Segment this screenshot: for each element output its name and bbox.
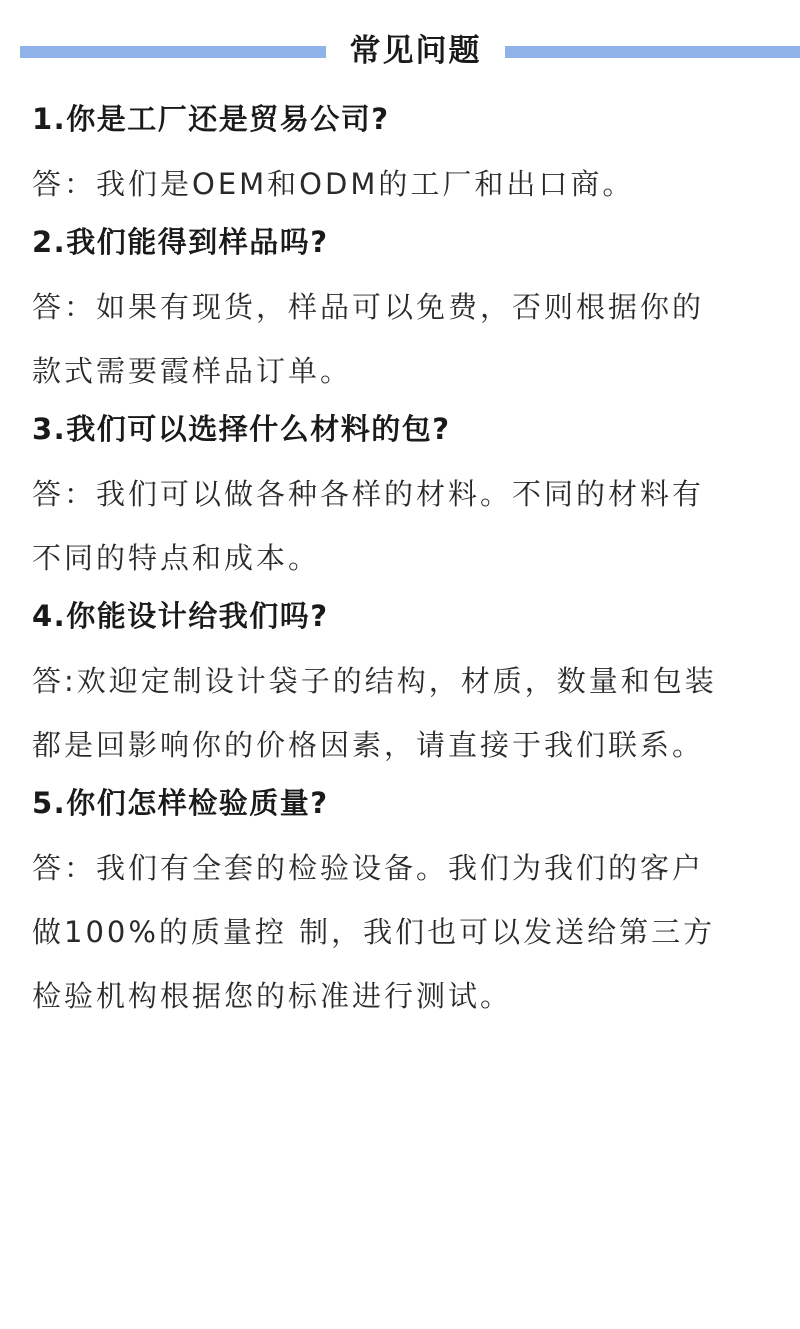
- faq-item: [32, 590, 782, 777]
- faq-item: [32, 403, 782, 590]
- header-bar-left: [20, 46, 326, 58]
- faq-item: [32, 93, 782, 216]
- faq-question: 2.我们能得到样品吗?: [32, 225, 329, 259]
- faq-answer-line: 都是回影响你的价格因素，请直接于我们联系。: [32, 728, 705, 762]
- faq-answer-line: 答：如果有现货，样品可以免费，否则根据你的: [32, 290, 705, 324]
- faq-answer-line: 不同的特点和成本。: [32, 541, 321, 575]
- faq-answer-line: 答:欢迎定制设计袋子的结构，材质，数量和包装: [32, 664, 717, 698]
- faq-question: 5.你们怎样检验质量?: [32, 786, 329, 820]
- faq-answer: [32, 836, 782, 1028]
- section-header: [0, 25, 800, 77]
- faq-answer-line: 检验机构根据您的标准进行测试。: [32, 979, 513, 1013]
- page-title: 常见问题: [349, 33, 482, 69]
- faq-answer-line: 做100%的质量控 制，我们也可以发送给第三方: [32, 915, 716, 949]
- faq-item: [32, 777, 782, 1028]
- faq-question: 4.你能设计给我们吗?: [32, 599, 329, 633]
- faq-answer: [32, 649, 782, 777]
- faq-question: 1.你是工厂还是贸易公司?: [32, 102, 390, 136]
- faq-answer-line: 答：我们是OEM和ODM的工厂和出口商。: [32, 167, 635, 201]
- faq-answer: [32, 275, 782, 403]
- faq-answer-line: 答：我们可以做各种各样的材料。不同的材料有: [32, 477, 705, 511]
- faq-answer-line: 款式需要霞样品订单。: [32, 354, 353, 388]
- header-bar-right: [505, 46, 800, 58]
- faq-question: 3.我们可以选择什么材料的包?: [32, 412, 451, 446]
- faq-list: [32, 93, 782, 1028]
- faq-answer-line: 答：我们有全套的检验设备。我们为我们的客户: [32, 851, 705, 885]
- faq-item: [32, 216, 782, 403]
- faq-answer: [32, 152, 782, 216]
- faq-answer: [32, 462, 782, 590]
